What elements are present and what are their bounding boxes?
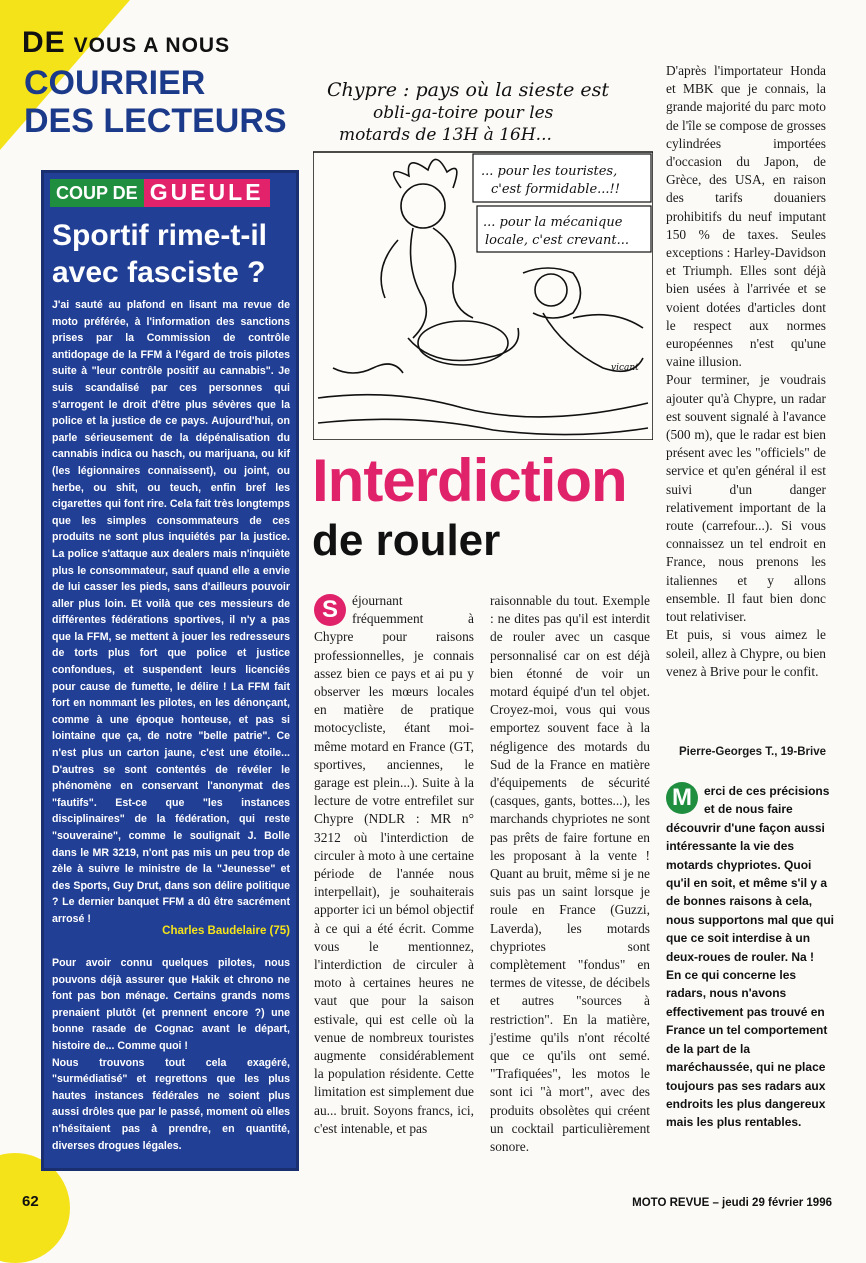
article-col3-paragraph: D'après l'importateur Honda et MBK que je connais, la grande majorité du parc moto de l'île se compose de grosses cylindrées importées d'occasion du Japon, de Grèce, des USA, en raison des tarifs douaniers prohibitifs du neuf imputant 150 % de taxes. Seules exceptions : Harley-Davidson et Triumph. Elles sont déjà bien usées à l'arrivée et se voient dotées d'articles dont le respect aux normes européennes n'est qu'une vaine illusion. xyxy=(666,63,826,370)
sidebar-paragraph: J'ai sauté au plafond en lisant ma revue de moto préférée, à l'information des sanctions prises par la Commission de contrôle antidopage de la FFM à l'égard de trois pilotes suite à "leur contrôle positif au cannabis". Je suis scandalisé par ces personnes qui s'arrogent le droit d'être plus sévères que la police et la justice de ce pays. Aujourd'hui, on parle sérieusement de la dépénalisation du cannabis indica ou hasch, ou marijuana, ou kif (les légionnaires connaissent), ou joint, ou herbe, ou shit, ou teuch, enfin bref les cigarettes qui font rire. Cela fait très longtemps que les simples consommateurs de ces produits ne sont plus inquiétés par la justice. La police s'attaque aux dealers mais n'inquiète plus le consommateur, sauf quand elle a envie de lui casser les pieds, sans d'ailleurs pouvoir aller plus loin. Et voilà que ces messieurs de différentes fédérations sportives, il n'y a pas que la FFM, se mettent à jouer les redresseurs de torts plus fort que police et justice confondues, et suspendent leurs licenciés pour cause de fumette, le délire ! La FFM fait fort en nommant les pilotes, en les dénonçant, comme à une époque honteuse, et pas si lointaine que ça, de notre "belle patrie". Ce n'est plus un carton jaune, c'est une étoile... D'autres se sont contentés de révéler le phénomène en conservant l'anonymat des "fautifs". Est-ce que "les instances disciplinaires" de la fédération, qui reste "souveraine", comme le soulignait J. Bolle dans le MR 3219, n'ont pas mis un peu trop de zèle à suivre le ministre de la "Jeunesse" et des Sports, Guy Drut, dans son délire politique ? Le dernier banquet FFM a dû être sacrément arrosé ! xyxy=(52,299,290,925)
article-col1-text: éjournant fréquemment à Chypre pour raisons professionnelles, je connais assez bien ce pays et ai pu y observer les mœurs locales en matière de pratique motocycliste, étant moi-même motard en France (GT, sportives, anciennes, le garage est plein...). Suite à la lecture de votre entrefilet sur Chypre (NDLR : MR n° 3212 où l'interdiction de circuler à moto à une certaine période de l'année nous interpellait), je souhaiterais apporter ici un bémol objectif à ce qui a été écrit. Comme vous le mentionnez, l'interdiction de circuler à moto à certaines heures ne vaut que pour la saison estivale, qui est celle où la venue de nombreux touristes augmente considérablement la population résidente. Cette limitation est simplement due au... bruit. Soyons francs, ici, c'est intenable, et pas xyxy=(314,593,474,1136)
sidebar-signature: Charles Baudelaire (75) xyxy=(162,925,290,937)
sidebar-letter xyxy=(41,170,299,1171)
article-column-2 xyxy=(490,592,650,1156)
article-title: Interdiction xyxy=(312,447,627,514)
article-dropcap: S xyxy=(314,594,346,626)
cartoon-signature: vicant xyxy=(611,363,639,373)
bubble1-line2: c'est formidable...!! xyxy=(491,182,621,197)
sidebar-paragraph: Pour avoir connu quelques pilotes, nous pouvons déjà assurer que Hakik et chrono ne font pas bon ménage. Certains grands noms prenaient plutôt (et prennent encore ?) une bonne rasade de Cognac avant le départ, histoire de... Comme quoi ! xyxy=(52,957,290,1052)
sidebar-body xyxy=(52,297,290,928)
article-col3-paragraph: Et puis, si vous aimez le soleil, allez à Chypre, ou bien venez à Brive pour le confit. xyxy=(666,627,826,679)
reply-text: En ce qui concerne les radars, nous n'avons effectivement pas trouvé en France un tel comportement de la part de la maréchaussée, qui ne place toujours pas ses radars aux endroits les plus dangereux mais les plus rentables. xyxy=(666,968,828,1130)
page-title-line2: DES LECTEURS xyxy=(24,102,287,140)
bubble2-line1: ... pour la mécanique xyxy=(483,215,623,230)
tag-part2: GUEULE xyxy=(144,179,270,207)
section-de: DE xyxy=(22,26,66,59)
coup-de-gueule-tag xyxy=(50,179,270,207)
sidebar-paragraph: Nous trouvons tout cela exagéré, "surmédiatisé" et regrettons que les plus hautes instances fédérales ne soient plus aussi drôles que par le passé, moment où elles n'hésitaient pas à prendre, en quantité, diverses drogues légales. xyxy=(52,1056,290,1152)
article-col3-paragraph: Pour terminer, je voudrais ajouter qu'à Chypre, un radar est souvent signalé à l'avance (500 m), que le radar est bien présent avec les "officiels" de service et qu'en général il est suivi d'un danger relativement important de la route (carrefour...). Si vous connaissez un tel endroit en France, nous prenons les italiennes et y allons ensemble. Il faut bien donc tout relativiser. xyxy=(666,372,826,625)
article-signature: Pierre-Georges T., 19-Brive xyxy=(678,746,826,758)
publication-footer: MOTO REVUE – jeudi 29 février 1996 xyxy=(632,1197,832,1209)
cartoon-caption-line1: Chypre : pays où la sieste est xyxy=(327,79,610,101)
bubble1-line1: ... pour les touristes, xyxy=(481,164,618,179)
cartoon-caption-line2: obli-ga-toire pour les xyxy=(373,103,554,123)
sidebar-title: Sportif rime-t-il avec fasciste ? xyxy=(52,219,267,289)
article-col2-text: raisonnable du tout. Exemple : ne dites pas qu'il est interdit de rouler avec un casque personnalisé car on est déjà bien étonné de voir un motard équipé d'un tel objet. Croyez-moi, vous qui vous emportez souvent face à la négligence des motards du Sud de la France en matière d'équipements de sécurité (casques, gants, bottes...), les marchands chypriotes ne sont pas prêts de faire fortune en les proposant à la vente ! Quant au bruit, même si je ne suis pas un saint lorsque je roule en France (Guzzi, Laverda), les motards chypriotes sont complètement "fondus" en termes de vitesse, de décibels et autres "sources à restriction". En la matière, j'estime qu'ils n'ont récolté que ce qu'ils ont semé. "Trafiquées", les motos le sont ici "à mort", avec des produits obsolètes qui créent un cocktail particulièrement sonore. xyxy=(490,593,650,1155)
reply-dropcap: M xyxy=(666,782,698,814)
page-title-line1: COURRIER xyxy=(24,64,206,102)
bubble2-line2: locale, c'est crevant... xyxy=(485,233,629,248)
article-column-3 xyxy=(666,62,826,681)
editorial-reply xyxy=(666,782,834,1132)
section-header xyxy=(22,26,230,60)
cartoon-caption-line3: motards de 13H à 16H... xyxy=(339,125,552,145)
page-title xyxy=(24,64,287,140)
sidebar-response xyxy=(52,955,290,1154)
reply-text: erci de ces précisions et de nous faire découvrir d'une façon aussi intéressante la vie des motards chypriotes. Quoi qu'il en soit, et même s'il y a de bonnes raisons à cela, nous supportons mal que qui que ce soit interdise à un deux-roues de rouler. Na ! xyxy=(666,784,834,964)
tag-part1: COUP DE xyxy=(50,179,144,207)
section-rest: VOUS A NOUS xyxy=(73,34,231,57)
article-column-1 xyxy=(314,592,474,1138)
article-subtitle: de rouler xyxy=(312,516,501,565)
cartoon-illustration xyxy=(313,68,653,440)
page-number: 62 xyxy=(22,1193,39,1210)
